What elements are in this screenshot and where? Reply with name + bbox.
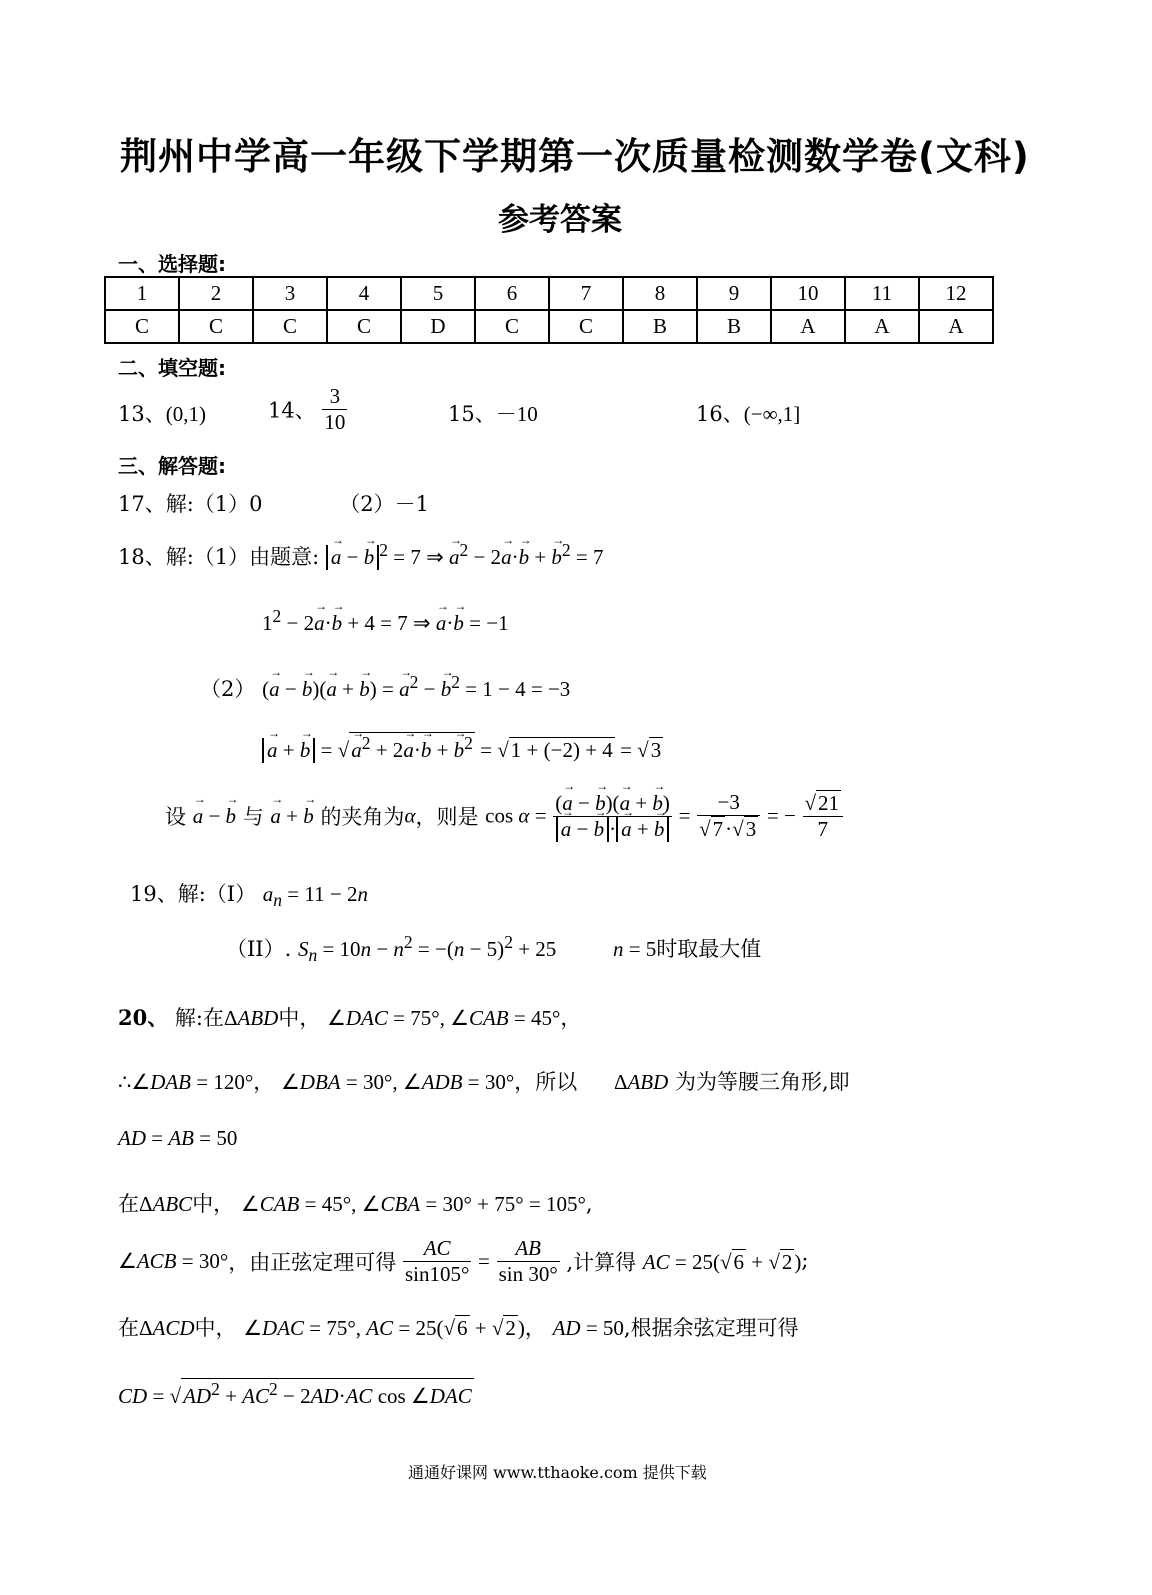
q20-compute-text: ,计算得 <box>566 1250 637 1275</box>
q20-cosine-law-text: ,根据余弦定理可得 <box>623 1316 799 1340</box>
section-fill-heading: 二、填空题: <box>118 356 226 380</box>
q18-formula-3: (→ a − → b)(→ a + → b) = → $a^2$ − → $b^2 = 1 - 4 = -3$ <box>262 677 570 701</box>
q20-line4-text: 在 <box>118 1192 139 1216</box>
q14-label: 14、 <box>268 398 316 423</box>
q15-answer: －10 <box>495 402 538 426</box>
q14-numerator: 3 <box>322 384 347 410</box>
q19-formula-1: $a_n = 11 - 2n$ <box>262 882 368 911</box>
q18-label: 18、解:（1）由题意: <box>118 545 320 569</box>
answer-number-row <box>105 277 993 310</box>
answer-letter-cell: A <box>845 310 919 343</box>
answer-number-cell: 4 <box>327 277 401 310</box>
q20-isosceles-text: 为为等腰三角形,即 <box>674 1070 850 1094</box>
q19-line2: （II）. $S_n = 10n - n^2 = -(n - 5)^2 + 25$ n = 5时取最大值 <box>226 932 762 966</box>
q18-line5: 设 → a − → b 与 → a + → b 的夹角为α，则是 cos α = (→ a − → b)(→ a + → b) → a − → b ·→ a + → b = $\frac{-3}{√7\cdot√3}$ = − $\frac{√21}{7}$ <box>165 790 843 842</box>
answer-number-cell: 7 <box>549 277 623 310</box>
answer-number-cell: 10 <box>771 277 845 310</box>
answer-letter-cell: C <box>253 310 327 343</box>
section-solution-heading: 三、解答题: <box>118 454 226 478</box>
answer-letter-cell: C <box>105 310 179 343</box>
q19-label: 19、解:（I） <box>130 882 257 906</box>
q18-part2-label: （2） <box>200 677 256 701</box>
q19-max-text: 时取最大值 <box>656 937 762 961</box>
q17-part1: （1）0 <box>193 492 263 516</box>
q18-line1 <box>118 540 604 571</box>
q20-line3: AD = AB = 50 <box>118 1126 238 1150</box>
q17-line <box>118 488 429 518</box>
q18-let-text: 设 <box>165 805 186 829</box>
answer-letter-cell: A <box>919 310 993 343</box>
answer-letter-cell: C <box>327 310 401 343</box>
answer-number-cell: 6 <box>475 277 549 310</box>
q20-line4: 在ΔABC中， ∠CAB = 45°, ∠CBA = 30° + 75° = 105°, <box>118 1192 593 1216</box>
q18-angle-text: 的夹角为 <box>320 805 405 829</box>
q18-cos-fraction-1: (→ a − → b)(→ a + → b) → a − → b ·→ a + → b <box>553 791 672 842</box>
answer-number-cell: 12 <box>919 277 993 310</box>
q20-sine-fraction-2: $\frac{AB}{\sin 30^\circ}$ <box>498 1236 558 1286</box>
answer-letter-cell: B <box>697 310 771 343</box>
q20-line4-mid: 中， <box>192 1192 235 1216</box>
q16-label: 16、 <box>696 402 744 426</box>
q18-cos-fraction-2: $\frac{-3}{√7\cdot√3}$ <box>697 790 760 842</box>
q20-line6-text: 在 <box>118 1316 139 1340</box>
answer-number-cell: 11 <box>845 277 919 310</box>
page-subtitle: 参考答案 <box>498 202 622 238</box>
q20-comma: ， <box>253 1070 275 1094</box>
answer-table <box>104 276 994 344</box>
q18-formula-1: → a − → b $^2$ = 7 ⇒ → $a^2 - 2\to a\cdot\to b$ + → $b^2 = 7$ <box>326 545 604 569</box>
q17-part2: （2）－1 <box>339 492 429 516</box>
q20-line1-mid: 中， <box>278 1006 321 1030</box>
q20-sine-fraction-1: $\frac{AC}{\sin 105^\circ}$ <box>404 1236 470 1286</box>
q17-label: 17、解: <box>118 492 194 516</box>
answer-number-cell: 8 <box>623 277 697 310</box>
q14-fraction <box>322 384 347 435</box>
q20-line1: 20、 解:在ΔABD中， ∠DAC = 75°, ∠CAB = 45°， <box>118 1005 582 1030</box>
answer-letter-row <box>105 310 993 343</box>
q16-answer: (−∞,1] <box>743 402 801 426</box>
answer-number-cell: 2 <box>179 277 253 310</box>
q15-label: 15、 <box>448 402 496 426</box>
answer-letter-cell: B <box>623 310 697 343</box>
answer-number-cell: 1 <box>105 277 179 310</box>
page-title: 荆州中学高一年级下学期第一次质量检测数学卷(文科) <box>120 135 1030 178</box>
q13-label: 13、 <box>118 402 166 426</box>
q13-answer: (0,1) <box>165 402 206 426</box>
q20-line6-mid: 中， <box>194 1316 237 1340</box>
q20-line5: ∠ACB = 30°，由正弦定理可得 $\frac{AC}{\sin 105^\circ}$ = $\frac{AB}{\sin 30^\circ}$ ,计算得 AC = 25(√6 + √2); <box>118 1236 809 1286</box>
answer-letter-cell: D <box>401 310 475 343</box>
answer-letter-cell: C <box>549 310 623 343</box>
answer-letter-cell: A <box>771 310 845 343</box>
answer-letter-cell: C <box>179 310 253 343</box>
q20-line7: CD = $√AD^2 + AC^2 - 2AD\cdot AC$ cos ∠DAC <box>118 1379 472 1408</box>
page-footer: 通通好课网 www.tthaoke.com 提供下载 <box>408 1463 707 1482</box>
q20-line2: ∴∠DAB = 120°， ∠DBA = 30°, ∠ADB = 30°，所以 ΔABD 为为等腰三角形,即 <box>118 1070 850 1094</box>
q20-line6: 在ΔACD中， ∠DAC = 75°, AC = 25(√6 + √2)， AD = 50,根据余弦定理可得 <box>118 1316 799 1340</box>
answer-number-cell: 9 <box>697 277 771 310</box>
q19-part2-label: （II）. <box>226 937 292 961</box>
answer-letter-cell: C <box>475 310 549 343</box>
section-choice-heading: 一、选择题: <box>118 252 226 276</box>
q18-cos-fraction-3: $\frac{√21}{7}$ <box>803 790 844 842</box>
q19-line1 <box>130 878 368 911</box>
q18-cos-formula: cos α = <box>485 803 547 828</box>
q18-line4: → a + → b = √→ $a^2 + 2\to a\cdot\to b$ + → $b^2 = √1 + (-2) + 4 = √3$ <box>262 732 663 763</box>
q18-then-text: ，则是 <box>415 805 479 829</box>
answer-number-cell: 3 <box>253 277 327 310</box>
q14-denominator: 10 <box>324 410 346 434</box>
q20-so-text: ，所以 <box>514 1070 578 1094</box>
fill-answers-row <box>118 384 1018 444</box>
q20-label: 20、 <box>118 1005 169 1030</box>
q18-and-text: 与 <box>242 805 264 829</box>
q19-formula-2: $S_n = 10n - n^2 = -(n - 5)^2 + 25$ <box>297 932 557 966</box>
q18-line2: $1^2 - 2\to a\cdot\to b + 4 = 7$ ⇒ → a·→ b = −1 <box>262 606 509 636</box>
answer-number-cell: 5 <box>401 277 475 310</box>
q20-line1-text: 解:在 <box>174 1006 224 1030</box>
q18-line3 <box>200 672 570 703</box>
q20-sine-law-text: ，由正弦定理可得 <box>228 1250 397 1275</box>
